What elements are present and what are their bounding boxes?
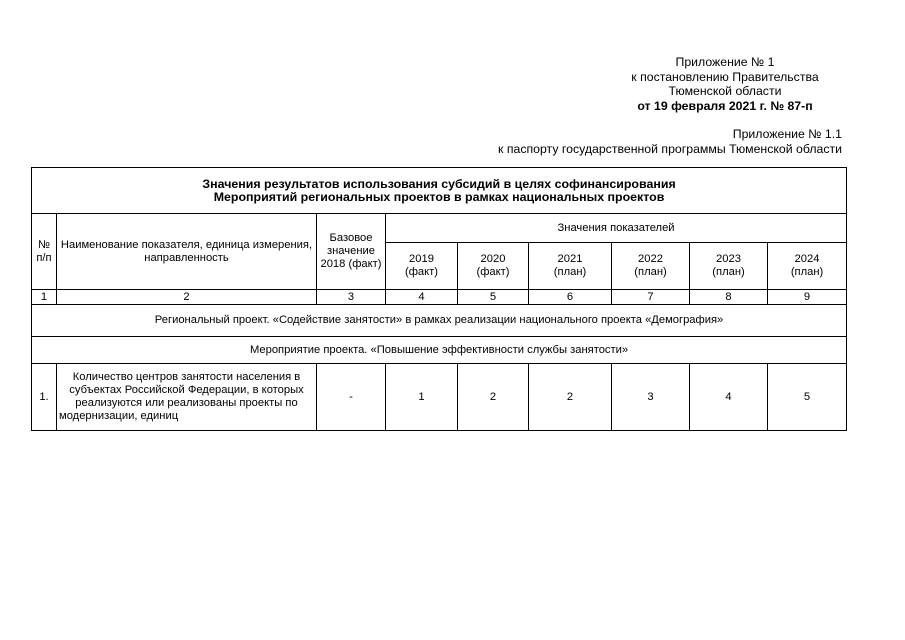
column-number: 8 (690, 290, 768, 305)
year-type: (план) (634, 266, 667, 278)
row-value: 2 (529, 364, 612, 431)
year-label: 2021 (557, 253, 583, 265)
column-number: 3 (317, 290, 386, 305)
table-title-line2: Мероприятий региональных проектов в рамках национальных проектов (213, 189, 665, 204)
column-number: 7 (612, 290, 690, 305)
column-number: 6 (529, 290, 612, 305)
year-label: 2023 (716, 253, 741, 265)
indicators-table (31, 167, 847, 431)
row-indicator-name: Количество центров занятости населения в субъектах Российской Федерации, в которых реализуются или реализованы проекты по модернизации, единиц (57, 364, 317, 431)
row-base-value: - (317, 364, 386, 431)
year-type: (план) (712, 266, 745, 278)
sub-appendix-header (498, 127, 842, 157)
appendix-region: Тюменской области (668, 84, 782, 98)
col-header-name: Наименование показателя, единица измерения, направленность (57, 214, 317, 290)
year-type: (план) (790, 266, 824, 278)
year-label: 2019 (409, 253, 434, 265)
col-header-year (458, 243, 529, 290)
col-header-year (690, 243, 768, 290)
table-row (32, 364, 847, 431)
col-header-year (612, 243, 690, 290)
year-label: 2020 (480, 253, 506, 265)
table-title-line1: Значения результатов использования субсидий в целях софинансирования (202, 176, 676, 191)
col-header-year (529, 243, 612, 290)
year-type: (факт) (476, 266, 510, 278)
column-number: 1 (32, 290, 57, 305)
row-value: 5 (768, 364, 847, 431)
col-header-number: № п/п (32, 214, 57, 290)
column-number: 4 (386, 290, 458, 305)
appendix-date: от 19 февраля 2021 г. № 87-п (637, 98, 813, 113)
section-regional-project: Региональный проект. «Содействие занятости» в рамках реализации национального проекта «Демография» (32, 305, 847, 337)
column-number: 5 (458, 290, 529, 305)
row-value: 3 (612, 364, 690, 431)
appendix-resolution-ref: к постановлению Правительства (631, 69, 819, 84)
col-header-year (768, 243, 847, 290)
sub-appendix-number: Приложение № 1.1 (732, 127, 842, 141)
col-header-year (386, 243, 458, 290)
appendix-number: Приложение № 1 (675, 55, 775, 69)
appendix-header (540, 55, 905, 113)
year-label: 2024 (794, 253, 820, 265)
column-number: 2 (57, 290, 317, 305)
row-value: 2 (458, 364, 529, 431)
year-type: (факт) (404, 266, 439, 278)
subsection-project-measure: Мероприятие проекта. «Повышение эффективности службы занятости» (32, 337, 847, 364)
col-header-values: Значения показателей (386, 214, 847, 243)
column-number: 9 (768, 290, 847, 305)
year-label: 2022 (638, 253, 663, 265)
table-title (32, 168, 847, 214)
year-type: (план) (553, 266, 587, 278)
col-header-base: Базовое значение 2018 (факт) (317, 214, 386, 290)
row-value: 4 (690, 364, 768, 431)
row-value: 1 (386, 364, 458, 431)
sub-appendix-ref: к паспорту государственной программы Тюменской области (498, 142, 842, 156)
row-number: 1. (32, 364, 57, 431)
column-numbers-row (32, 290, 847, 305)
